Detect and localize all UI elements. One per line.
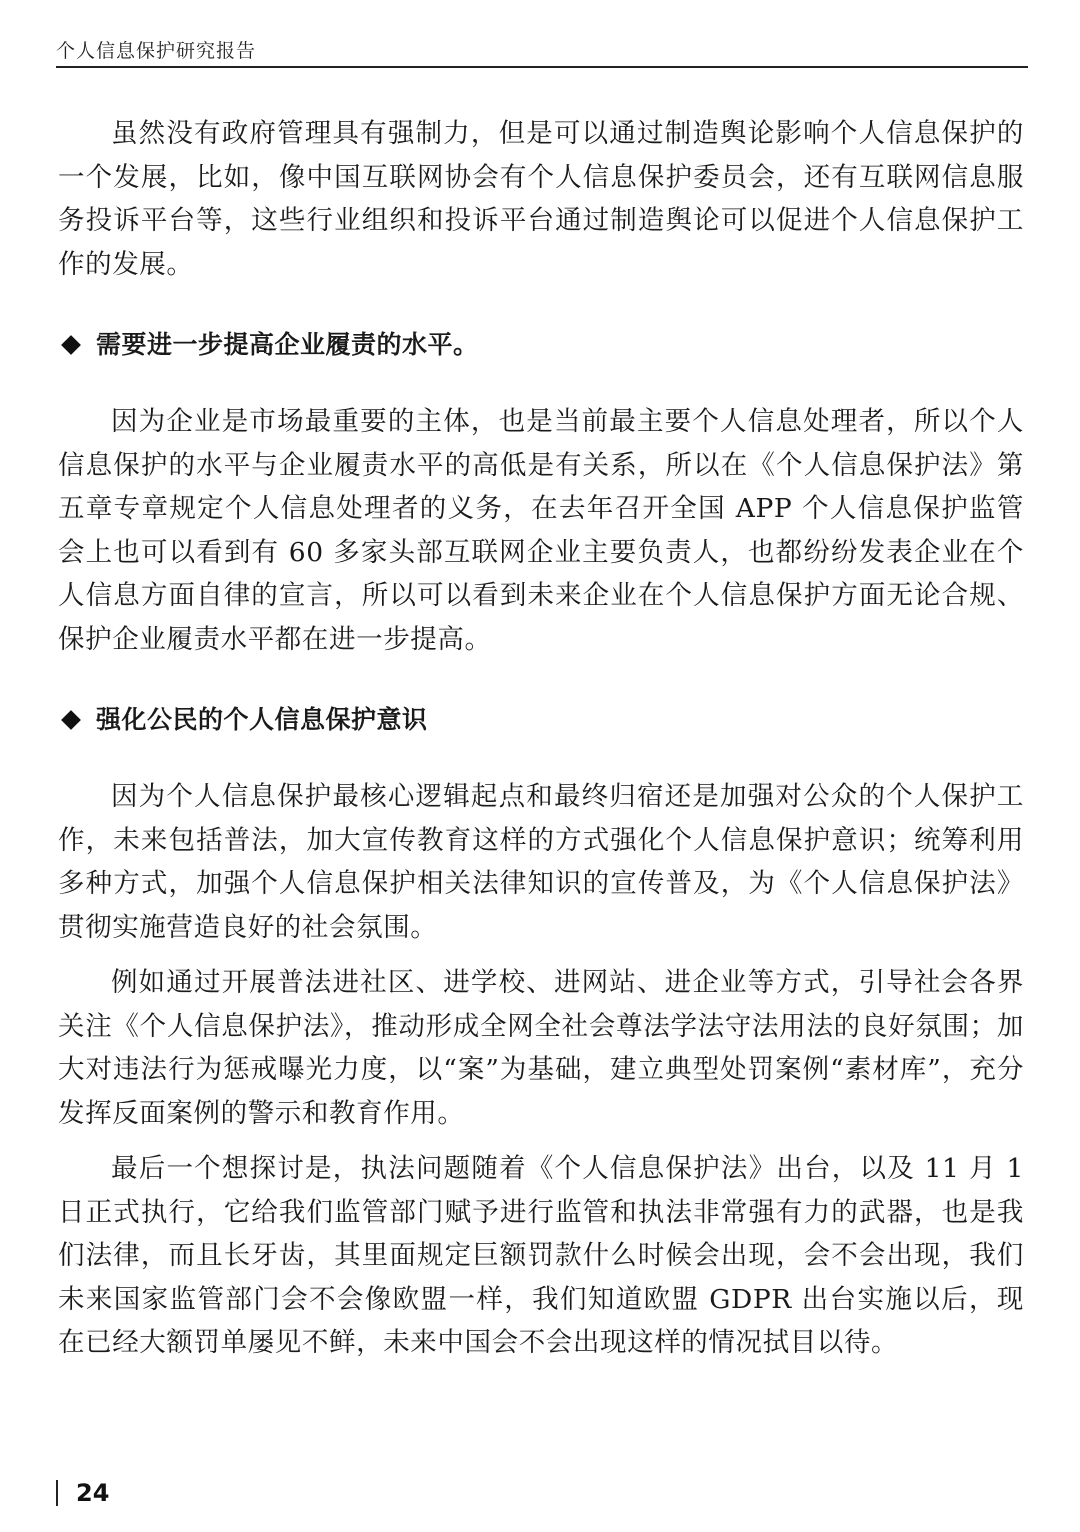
page-number: 24 — [76, 1479, 110, 1507]
section-heading-2 — [58, 698, 1024, 741]
header-title: 个人信息保护研究报告 — [56, 40, 257, 62]
paragraph-4: 例如通过开展普法进社区、进学校、进网站、进企业等方式，引导社会各界关注《个人信息保护法》，推动形成全网全社会尊法学法守法用法的良好氛围；加大对违法行为惩戒曝光力度，以“案”为基础，建立典型处罚案例“素材库”，充分发挥反面案例的警示和教育作用。 — [58, 967, 1024, 1129]
diamond-bullet-icon — [61, 710, 81, 730]
paragraph-5: 最后一个想探讨是，执法问题随着《个人信息保护法》出台，以及 11 月 1 日正式执行，它给我们监管部门赋予进行监管和执法非常强有力的武器，也是我们法律，而且长牙齿，其里面规定巨额罚款什么时候会出现，会不会出现，我们未来国家监管部门会不会像欧盟一样，我们知道欧盟 GDPR 出台实施以后，现在已经大额罚单屡见不鲜，未来中国会不会出现这样的情况拭目以待。 — [58, 1153, 1024, 1358]
page-body — [58, 112, 1024, 1365]
running-header — [56, 34, 1028, 68]
page-footer — [56, 1478, 109, 1508]
section-heading-1 — [58, 323, 1024, 366]
paragraph-1: 虽然没有政府管理具有强制力，但是可以通过制造舆论影响个人信息保护的一个发展，比如，像中国互联网协会有个人信息保护委员会，还有互联网信息服务投诉平台等，这些行业组织和投诉平台通过制造舆论可以促进个人信息保护工作的发展。 — [58, 118, 1024, 280]
footer-divider — [56, 1480, 58, 1506]
paragraph-2: 因为企业是市场最重要的主体，也是当前最主要个人信息处理者，所以个人信息保护的水平与企业履责水平的高低是有关系，所以在《个人信息保护法》第五章专章规定个人信息处理者的义务，在去年召开全国 APP 个人信息保护监管会上也可以看到有 60 多家头部互联网企业主要负责人，也都纷纷发表企业在个人信息方面自律的宣言，所以可以看到未来企业在个人信息保护方面无论合规、保护企业履责水平都在进一步提高。 — [58, 406, 1024, 655]
section-heading-1-text: 需要进一步提高企业履责的水平。 — [96, 330, 479, 359]
diamond-bullet-icon — [61, 335, 81, 355]
section-heading-2-text: 强化公民的个人信息保护意识 — [96, 705, 428, 734]
paragraph-3: 因为个人信息保护最核心逻辑起点和最终归宿还是加强对公众的个人保护工作，未来包括普法，加大宣传教育这样的方式强化个人信息保护意识；统筹利用多种方式，加强个人信息保护相关法律知识的宣传普及，为《个人信息保护法》贯彻实施营造良好的社会氛围。 — [58, 781, 1024, 943]
